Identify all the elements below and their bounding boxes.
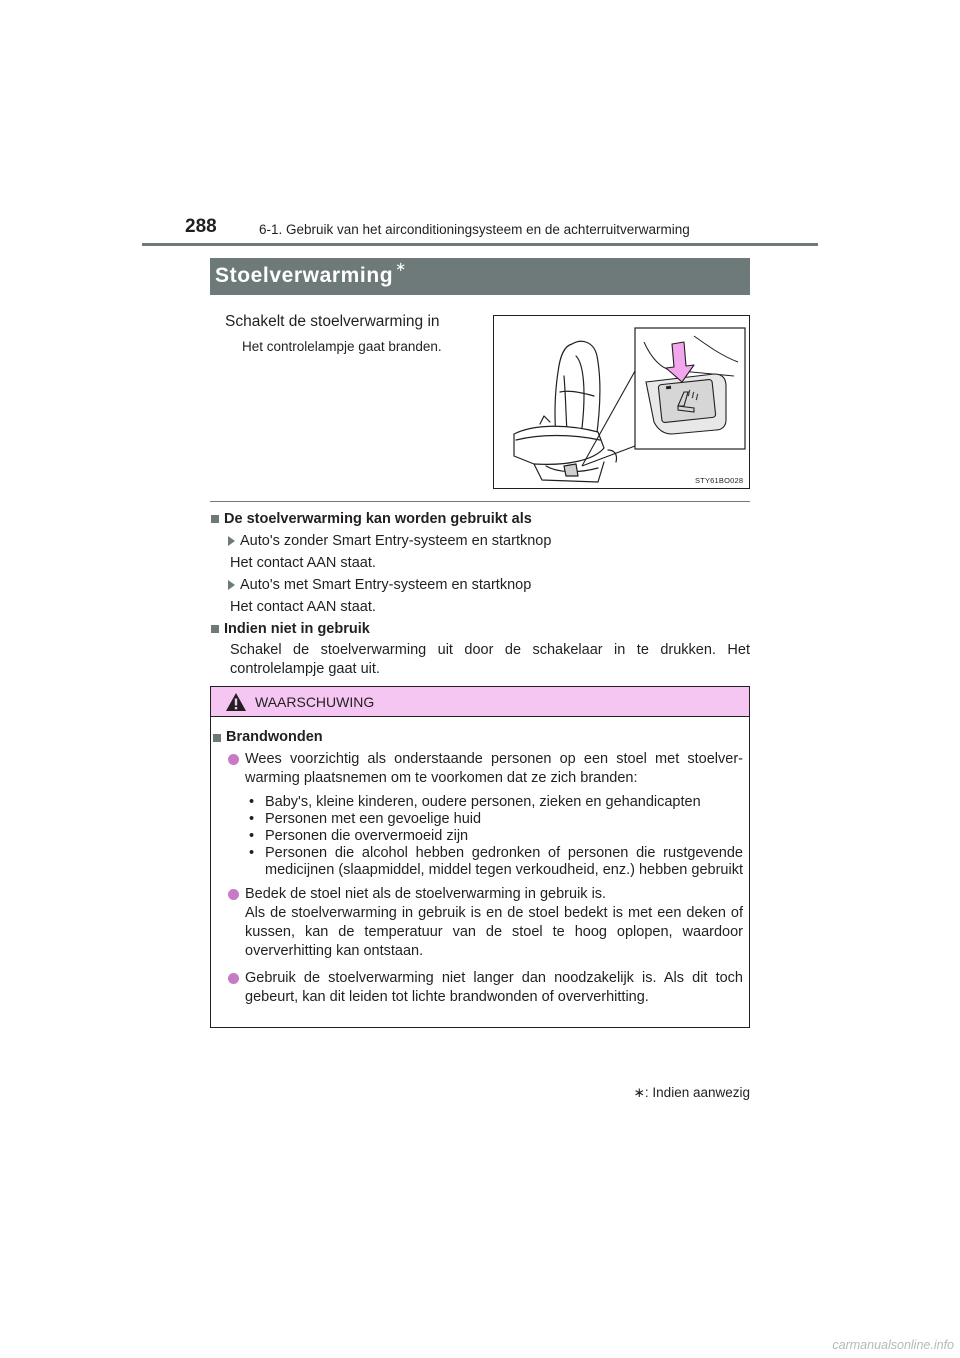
warning-bullet — [213, 750, 743, 788]
circle-bullet-icon — [228, 973, 239, 984]
condition-1-text: Het contact AAN staat. — [230, 555, 376, 571]
warning-bullet-2-line1: Bedek de stoel niet als de stoelverwarming in gebruik is. — [245, 886, 607, 902]
list-item: • Baby's, kleine kinderen, oudere personen, zieken en gehandicapten — [249, 794, 743, 811]
triangle-bullet-icon — [228, 580, 235, 590]
condition-2-text: Het contact AAN staat. — [230, 599, 376, 615]
watermark: carmanualsonline.info — [832, 1338, 954, 1352]
seat-heater-figure — [493, 315, 750, 489]
body-text — [211, 508, 750, 679]
warning-heading-text: Brandwonden — [226, 729, 323, 745]
variant-1-text: Auto's zonder Smart Entry-systeem en startknop — [240, 533, 552, 549]
list-item-text: Personen die oververmoeid zijn — [265, 828, 469, 844]
running-header: 6-1. Gebruik van het airconditioningsysteem en de achterruitverwarming — [259, 222, 690, 237]
circle-bullet-icon — [228, 889, 239, 900]
footnote-text: : Indien aanwezig — [644, 1085, 750, 1100]
warning-bullet-2 — [245, 885, 743, 961]
warning-heading — [213, 728, 743, 747]
warning-bullet-3-text: Gebruik de stoelverwarming niet langer dan noodzakelijk is. Als dit toch gebeurt, kan dit leiden tot lichte brandwonden of oververhitting. — [245, 970, 743, 1005]
not-in-use-text: Schakel de stoelverwarming uit door de schakelaar in te drukken. Het controlelampje gaat uit. — [230, 642, 750, 677]
intro-main-text: Schakelt de stoelverwarming in — [225, 313, 440, 330]
page-number: 288 — [185, 216, 217, 237]
square-bullet-icon — [211, 625, 219, 633]
warning-header — [211, 687, 749, 717]
warning-bullet — [213, 885, 743, 961]
not-in-use-heading — [211, 618, 750, 640]
circle-bullet-icon — [228, 754, 239, 765]
list-item: • Personen met een gevoelige huid — [249, 811, 743, 828]
warning-bullet-1-text: Wees voorzichtig als onderstaande personen op een stoel met stoelver-warming plaatsnemen om te voorkomen dat ze zich branden: — [245, 751, 743, 786]
warning-triangle-icon — [225, 692, 247, 712]
usable-heading-text: De stoelverwarming kan worden gebruikt als — [224, 511, 532, 527]
usable-heading — [211, 508, 750, 530]
section-title-text: Stoelverwarming — [215, 264, 394, 287]
at-risk-list — [213, 794, 743, 879]
figure-code: STY61BO028 — [695, 476, 744, 485]
not-in-use-heading-text: Indien niet in gebruik — [224, 621, 370, 637]
footnote — [634, 1085, 750, 1101]
warning-box — [210, 686, 750, 1028]
section-title — [215, 259, 407, 288]
square-bullet-icon — [213, 734, 221, 742]
section-divider — [210, 501, 750, 502]
list-item-text: Personen die alcohol hebben gedronken of personen die rustgevende medicijnen (slaapmiddel, middel tegen verkoudheid, enz.) hebben gebruikt — [265, 845, 743, 878]
section-title-bar — [210, 258, 750, 295]
warning-bullet — [213, 969, 743, 1007]
warning-bullet-2-rest: Als de stoelverwarming in gebruik is en de stoel bedekt is met een deken of kussen, kan de temperatuur van de stoel te hoog oplopen, waardoor oververhitting kan ontstaan. — [245, 905, 743, 959]
optional-mark: ∗ — [395, 259, 407, 274]
warning-title: WAARSCHUWING — [255, 694, 375, 710]
square-bullet-icon — [211, 515, 219, 523]
variant-item — [211, 530, 750, 552]
list-item: • Personen die alcohol hebben gedronken of personen die rustgevende medicijnen (slaapmiddel, middel tegen verkoudheid, enz.) hebben gebruikt — [249, 845, 743, 878]
warning-content — [213, 728, 743, 1007]
variant-item — [211, 574, 750, 596]
seat-icon — [514, 341, 617, 482]
list-item-text: Personen met een gevoelige huid — [265, 811, 482, 827]
list-item-text: Baby's, kleine kinderen, oudere personen, zieken en gehandicapten — [265, 794, 701, 810]
triangle-bullet-icon — [228, 536, 235, 546]
seat-heater-switch-icon — [658, 379, 716, 422]
list-item: • Personen die oververmoeid zijn — [249, 828, 743, 845]
variant-2-text: Auto's met Smart Entry-systeem en startknop — [240, 577, 532, 593]
intro-sub-text: Het controlelampje gaat branden. — [242, 339, 442, 354]
header-rule — [142, 243, 818, 246]
seat-illustration — [494, 316, 750, 489]
footnote-mark: ∗ — [633, 1085, 645, 1100]
